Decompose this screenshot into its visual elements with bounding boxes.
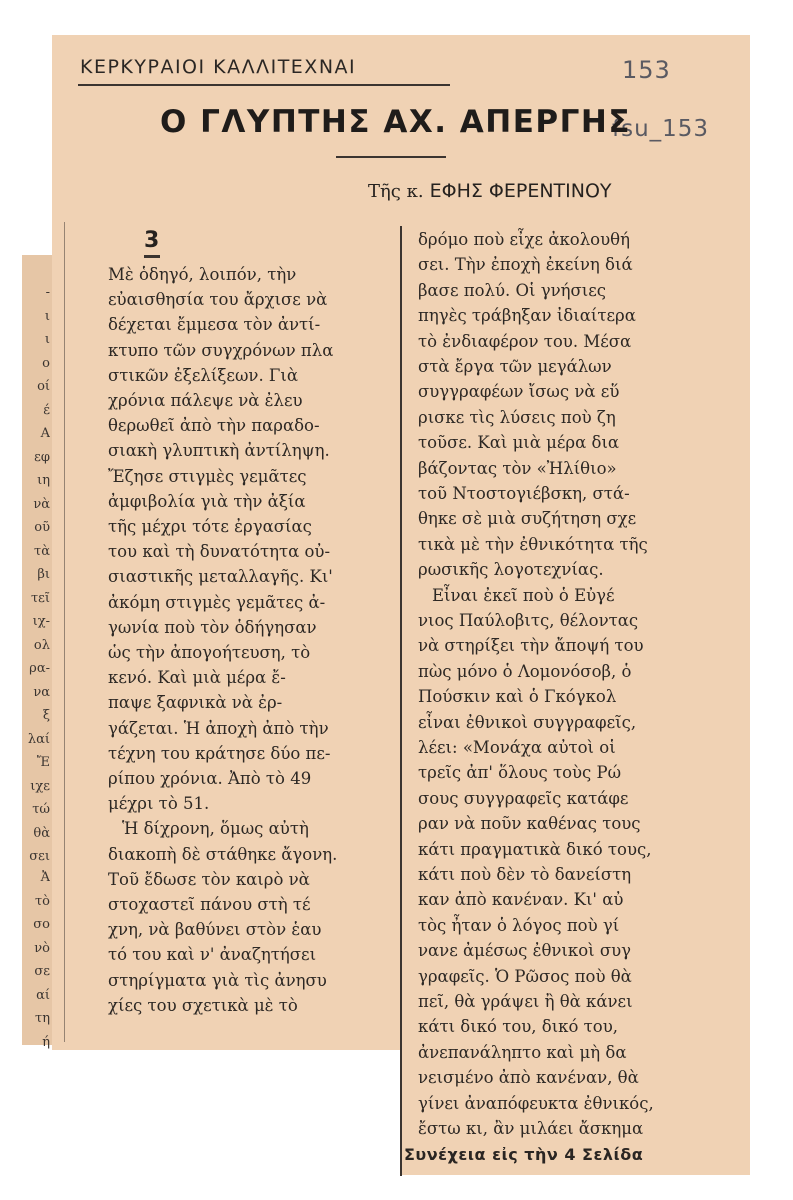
article-title: Ο ΓΛΥΠΤΗΣ ΑΧ. ΑΠΕΡΓΗΣ [160,104,632,140]
side-fragment: ιχε [30,778,50,794]
text-line: πεῖ, θὰ γράψει ἢ θὰ κάνει [418,992,633,1011]
text-line: συγγραφέων ἴσως νὰ εὕ [418,382,620,402]
text-line: εὐαισθησία του ἄρχισε νὰ [108,290,328,310]
side-fragment: ο [42,355,50,371]
text-line: κάτι ποὺ δὲν τὸ δανείστη [418,865,632,884]
text-line: νὰ στηρίξει τὴν ἄποψή του [418,636,644,656]
adjacent-clipping-strip [22,255,52,1050]
text-line: ὡς τὴν ἀπογοήτευση, τὸ [108,643,311,662]
title-underline [336,156,446,158]
side-fragment: να [33,684,50,700]
text-line: καν ἀπὸ κανέναν. Κι' αὐ [418,890,624,910]
text-line: γίνει ἀναπόφευκτα ἐθνικός, [418,1093,654,1113]
text-line: στοχαστεῖ πάνου στὴ τέ [108,895,311,914]
text-line: μέχρι τὸ 51. [108,794,210,814]
side-fragment: - [45,285,50,300]
text-line: παψε ξαφνικὰ νὰ ἐρ- [108,693,283,713]
side-fragment: ι [44,308,50,324]
column-divider [400,226,402,1176]
text-line: τὸς ἦταν ὁ λόγος ποὺ γί [418,915,620,935]
text-line: γάζεται. Ἡ ἀποχὴ ἀπὸ τὴν [108,718,329,738]
side-fragment: ιχ- [32,614,50,629]
side-fragment: βι [37,567,50,582]
text-line: ἀμφιβολία γιὰ τὴν ἀξία [108,491,306,511]
text-line: βασε πολύ. Οἱ γνήσιες [418,280,607,300]
text-line: εἶναι ἐθνικοὶ συγγραφεῖς, [418,712,637,732]
text-line: κτυπο τῶν συγχρόνων πλα [108,340,334,360]
side-fragment: Α [40,426,50,441]
text-line: τὸ ἐνδιαφέρον του. Μέσα [418,331,632,351]
text-line: κενό. Καὶ μιὰ μέρα ἔ- [108,668,286,688]
series-underline [78,84,450,86]
side-fragment: αί [36,987,50,1003]
text-line: τοῦ Ντοστογιέβσκη, στά- [418,484,630,503]
part-number: 3 [144,228,160,253]
text-line: πηγὲς τράβηξαν ἰδιαίτερα [418,306,636,326]
text-line: θηκε σὲ μιὰ συζήτηση σχε [418,509,637,529]
side-fragment: οῦ [34,520,50,535]
text-line: διακοπὴ δὲ στάθηκε ἄγονη. [108,844,338,864]
side-fragment: λαί [27,731,50,747]
article-column-right [418,228,744,1138]
side-fragment: σε [34,964,50,979]
side-fragment: Ἔ [36,755,50,770]
text-line: τικὰ μὲ τὴν ἐθνικότητα τῆς [418,534,648,554]
text-line: Τοῦ ἔδωσε τὸν καιρὸ νὰ [108,869,310,889]
text-line: χρόνια πάλεψε νὰ ἐλευ [108,391,303,410]
text-line: σει. Τὴν ἐποχὴ ἐκείνη διά [418,255,633,275]
text-line: Ἔζησε στιγμὲς γεμᾶτες [108,466,307,486]
side-fragment: τὰ [34,543,50,559]
part-number-underline [144,255,160,258]
text-line: στηρίγματα γιὰ τὶς ἀνησυ [108,970,327,990]
side-fragment: ολ [33,637,50,653]
article-column-left [108,263,396,1023]
text-line: Εἶναι ἐκεῖ ποὺ ὁ Εὐγέ [432,585,615,605]
text-line: ρισκε τὶς λύσεις ποὺ ζη [418,407,616,427]
text-line: ἔστω κι, ἂν μιλάει ἄσκημα [418,1119,644,1138]
text-line: νεισμένο ἀπὸ κανέναν, θὰ [418,1068,639,1088]
handwritten-archive-code: fsu_153 [612,116,710,142]
side-fragment: τεῖ [30,590,50,606]
text-line: κάτι δικό του, δικό του, [418,1017,619,1037]
text-line: δέχεται ἔμμεσα τὸν ἀντί- [108,315,321,335]
text-line: πὼς μόνο ὁ Λομονόσοβ, ὁ [418,661,632,681]
text-line: Ἡ δίχρονη, ὅμως αὐτὴ [122,819,309,839]
text-line: χνη, νὰ βαθύνει στὸν ἑαυ [108,920,322,940]
text-line: ἀκόμη στιγμὲς γεμᾶτες ἀ- [108,592,326,612]
text-line: βάζοντας τὸν «Ἠλίθιο» [418,458,617,478]
text-line: ρίπου χρόνια. Ἀπὸ τὸ 49 [108,769,312,788]
text-line: γωνία ποὺ τὸν ὁδήγησαν [108,617,317,637]
handwritten-page-number: 153 [622,56,671,84]
text-line: θερωθεῖ ἀπὸ τὴν παραδο- [108,416,320,436]
text-line: ρωσικῆς λογοτεχνίας. [418,560,604,580]
clipping-left-edge-line [64,222,65,1042]
text-line: σιακὴ γλυπτικὴ ἀντίληψη. [108,441,330,461]
text-line: γραφεῖς. Ὁ Ρῶσος ποὺ θὰ [418,966,632,986]
side-fragment: τη [35,1011,50,1026]
text-line: τοῦσε. Καὶ μιὰ μέρα δια [418,433,620,453]
text-line: στὰ ἔργα τῶν μεγάλων [418,357,612,376]
side-fragment: σει [29,849,50,864]
text-line: κάτι πραγματικὰ δικό τους, [418,839,652,859]
text-line: Πούσκιν καὶ ὁ Γκόγκολ [418,687,617,707]
text-line: νανε ἀμέσως ἐθνικοὶ συγ [418,941,632,961]
side-fragment: οί [37,379,50,394]
text-line: σιαστικῆς μεταλλαγῆς. Κι' [108,567,333,587]
side-fragment: θὰ [33,825,50,841]
byline-prefix: Τῆς κ. [368,181,424,202]
text-line: σους συγγραφεῖς κατάφε [418,788,629,808]
side-fragment: ιη [37,473,50,488]
byline [368,180,612,202]
text-line: του καὶ τὴ δυνατότητα οὐ- [108,542,331,562]
side-fragment: νὰ [33,496,50,512]
text-line: Μὲ ὁδηγό, λοιπόν, τὴν [108,265,297,284]
continued-note: Συνέχεια εἰς τὴν 4 Σελίδα [404,1145,644,1164]
text-line: στικῶν ἐξελίξεων. Γιὰ [108,365,298,385]
text-line: ραν νὰ ποῦν καθένας τους [418,814,641,834]
side-fragment: ι [44,332,50,347]
text-line: τῆς μέχρι τότε ἐργασίας [108,517,312,536]
side-fragment: νὸ [34,940,50,956]
text-line: τρεῖς ἀπ' ὅλους τοὺς Ρώ [418,763,622,783]
text-line: ἀνεπανάληπτο καὶ μὴ δα [418,1042,627,1062]
series-title: ΚΕΡΚΥΡΑΙΟΙ ΚΑΛΛΙΤΕΧΝΑΙ [80,56,357,78]
side-fragment: τὸ [34,893,50,909]
text-line: τό του καὶ ν' ἀναζητήσει [108,945,317,965]
side-fragment: Ἀ [40,870,50,885]
text-line: χίες του σχετικὰ μὲ τὸ [108,995,298,1015]
side-fragment: ξ [42,708,50,723]
text-line: δρόμο ποὺ εἶχε ἀκολουθή [418,230,630,249]
side-fragment: ή [42,1034,50,1050]
side-fragment: σο [33,917,50,932]
side-fragment: τώ [32,802,50,817]
side-fragment: εφ [34,449,50,465]
text-line: τέχνη του κράτησε δύο πε- [108,743,331,763]
byline-author: ΕΦΗΣ ΦΕΡΕΝΤΙΝΟΥ [429,180,612,202]
side-fragment: έ [43,402,50,418]
side-fragment: ρα- [29,661,50,676]
text-line: λέει: «Μονάχα αὐτοὶ οἱ [418,738,616,757]
text-line: νιος Παύλοβιτς, θέλοντας [418,611,639,630]
